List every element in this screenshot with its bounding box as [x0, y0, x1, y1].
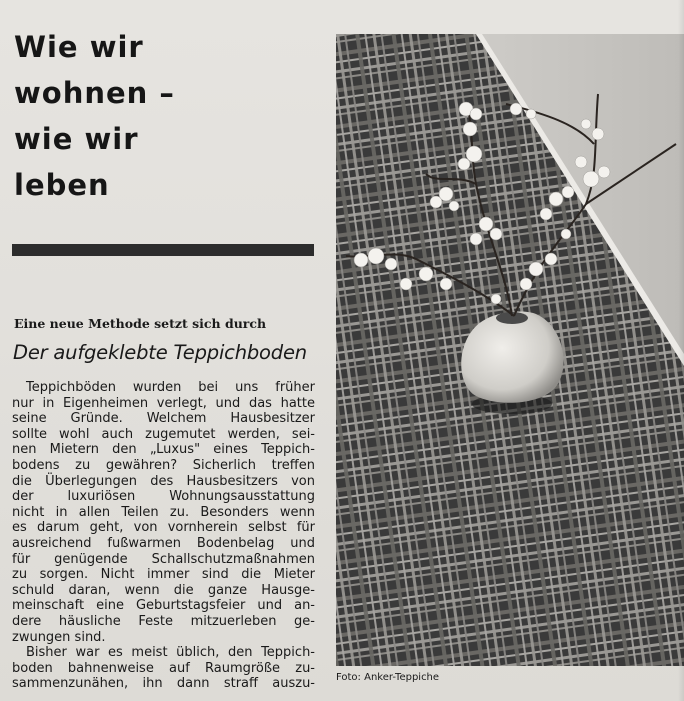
body-line: nicht in allen Teilen zu. Besonders wenn: [12, 504, 315, 520]
body-line: ausreichend fußwarmen Bodenbelag und: [12, 535, 315, 551]
body-line: die Überlegungen des Hausbesitzers von: [12, 473, 315, 489]
body-line: boden bahnenweise auf Raumgröße zu-: [12, 660, 315, 676]
body-line: nen Mietern den „Luxus" eines Teppich-: [12, 442, 315, 458]
body-line: meinschaft eine Geburtstagsfeier und an-: [12, 598, 315, 614]
body-line: der luxuriösen Wohnungsausstattung: [12, 489, 315, 505]
body-line: bodens zu gewähren? Sicherlich treffen: [12, 457, 315, 473]
headline-line: wie wir: [14, 122, 139, 156]
carpet-photo: [336, 34, 684, 666]
body-line: seine Gründe. Welchem Hausbesitzer: [12, 411, 315, 427]
article-headline: [14, 24, 314, 208]
article-subhead: Der aufgeklebte Teppichboden: [13, 341, 307, 364]
article-kicker: Eine neue Methode setzt sich durch: [14, 316, 267, 331]
headline-line: wohnen –: [14, 76, 175, 110]
section-rule: [12, 244, 314, 256]
article-body: [12, 380, 315, 692]
body-line: zu sorgen. Nicht immer sind die Mieter: [12, 567, 315, 583]
photo-caption: Foto: Anker-Teppiche: [336, 672, 440, 683]
body-line: dere häusliche Feste mitzuerleben ge-: [12, 613, 315, 629]
body-line: sollte wohl auch zugemutet werden, sei-: [12, 426, 315, 442]
body-line: für genügende Schallschutzmaßnahmen: [12, 551, 315, 567]
headline-line: Wie wir: [14, 30, 144, 64]
body-line: Bisher war es meist üblich, den Teppich-: [26, 645, 315, 661]
headline-line: leben: [14, 168, 110, 202]
body-line: sammenzunähen, ihn dann straff auszu-: [12, 676, 315, 692]
body-line: zwungen sind.: [12, 629, 106, 645]
body-line: schuld daran, wenn die ganze Hausge-: [12, 582, 315, 598]
body-line: Teppichböden wurden bei uns früher: [26, 380, 315, 395]
carpet-photo-illustration: [336, 34, 684, 666]
body-line: es darum geht, von vornherein selbst für: [12, 520, 315, 536]
page-edge-shadow: [678, 0, 684, 701]
body-line: nur in Eigenheimen verlegt, und das hatte: [12, 395, 315, 411]
